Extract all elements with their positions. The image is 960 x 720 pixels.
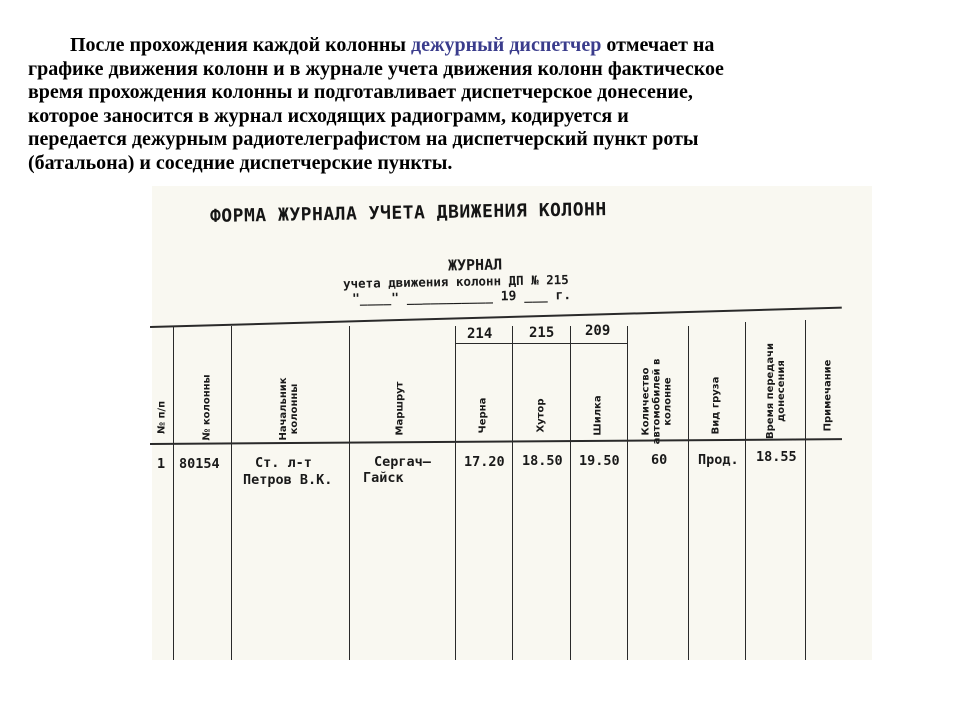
cell-cargo: Прод. bbox=[698, 452, 739, 468]
header-note: Примечание bbox=[822, 359, 834, 432]
column-divider bbox=[231, 326, 232, 660]
column-divider bbox=[688, 326, 689, 660]
paragraph-line-2: графике движения колонн и в журнале учета движения колонн фактическое bbox=[28, 57, 724, 80]
header-cargo: Вид груза bbox=[710, 376, 722, 435]
header-khutor: Хутор bbox=[535, 398, 547, 433]
point-number: 215 bbox=[529, 325, 555, 341]
column-divider bbox=[173, 326, 174, 660]
header-num: № п/п bbox=[156, 401, 168, 434]
intro-paragraph bbox=[28, 34, 888, 175]
column-divider bbox=[805, 320, 806, 660]
form-title: ФОРМА ЖУРНАЛА УЧЕТА ДВИЖЕНИЯ КОЛОНН bbox=[209, 199, 607, 227]
header-cherna: Черна bbox=[477, 397, 489, 434]
header-route: Маршрут bbox=[394, 381, 406, 436]
highlighted-term: дежурный диспетчер bbox=[411, 34, 602, 56]
point-number: 209 bbox=[585, 323, 611, 339]
paragraph-text: После прохождения каждой колонны bbox=[70, 34, 412, 56]
cell-route-to: Гайск bbox=[363, 470, 404, 486]
cell-shilka: 19.50 bbox=[579, 453, 620, 469]
header-shilka: Шилка bbox=[592, 395, 604, 436]
paragraph-line-1 bbox=[28, 34, 888, 58]
cell-report-time: 18.55 bbox=[756, 449, 797, 465]
journal-title: ЖУРНАЛ bbox=[447, 255, 503, 275]
header-vehicles: Количество автомобилей в колонне bbox=[640, 358, 674, 445]
header-report-time: Время передачи донесения bbox=[765, 343, 787, 439]
column-divider bbox=[512, 326, 513, 660]
column-divider bbox=[627, 326, 628, 660]
paragraph-line-5: передается дежурным радиотелеграфистом на диспетчерский пункт роты bbox=[28, 128, 699, 150]
journal-subtitle: учета движения колонн ДП № 215 bbox=[342, 272, 569, 291]
column-divider bbox=[349, 326, 350, 660]
header-column-no: № колонны bbox=[201, 374, 213, 441]
column-divider bbox=[570, 326, 571, 660]
cell-route-from: Сергач— bbox=[374, 454, 431, 470]
point-number: 214 bbox=[467, 326, 493, 342]
cell-cherna: 17.20 bbox=[464, 454, 505, 470]
points-header-divider bbox=[455, 343, 627, 344]
cell-khutor: 18.50 bbox=[522, 453, 563, 469]
header-commander: Начальник колонны bbox=[278, 377, 300, 441]
cell-num: 1 bbox=[157, 456, 166, 472]
journal-date-line: "____" ___________ 19 ___ г. bbox=[351, 288, 572, 307]
paragraph-line-6: (батальона) и соседние диспетчерские пункты. bbox=[28, 151, 453, 174]
paragraph-line-4: которое заносится в журнал исходящих радиограмм, кодируется и bbox=[28, 104, 629, 127]
column-divider bbox=[455, 326, 456, 660]
cell-column-no: 80154 bbox=[179, 456, 220, 472]
cell-vehicles: 60 bbox=[651, 452, 668, 468]
cell-commander-name: Петров В.К. bbox=[243, 472, 333, 488]
column-divider bbox=[745, 322, 746, 660]
cell-commander-rank: Ст. л-т bbox=[255, 455, 312, 471]
paragraph-text: отмечает на bbox=[601, 34, 715, 56]
paragraph-line-3: время прохождения колонны и подготавливает диспетчерское донесение, bbox=[28, 81, 693, 103]
